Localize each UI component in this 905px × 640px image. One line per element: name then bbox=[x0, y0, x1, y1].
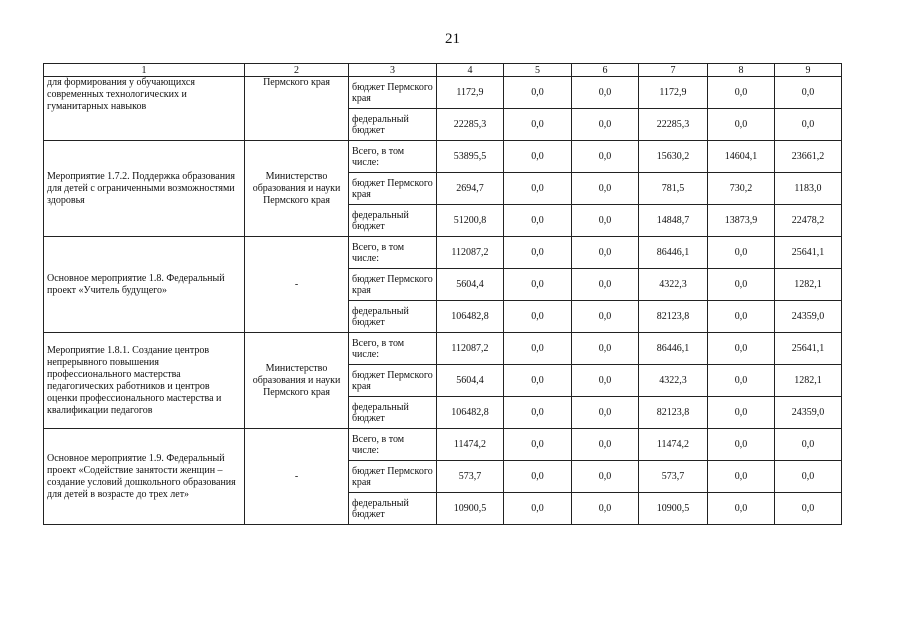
amount-cell: 15630,2 bbox=[639, 141, 708, 173]
amount-cell: 730,2 bbox=[708, 173, 775, 205]
amount-cell: 22285,3 bbox=[639, 109, 708, 141]
amount-cell: 2694,7 bbox=[437, 173, 504, 205]
amount-cell: 0,0 bbox=[504, 429, 572, 461]
amount-cell: 5604,4 bbox=[437, 365, 504, 397]
amount-cell: 573,7 bbox=[639, 461, 708, 493]
amount-cell: 0,0 bbox=[504, 365, 572, 397]
executor: - bbox=[245, 429, 349, 525]
amount-cell: 53895,5 bbox=[437, 141, 504, 173]
amount-cell: 4322,3 bbox=[639, 365, 708, 397]
funding-source: Всего, в том числе: bbox=[349, 237, 437, 269]
amount-cell: 0,0 bbox=[504, 205, 572, 237]
column-number: 5 bbox=[504, 64, 572, 77]
amount-cell: 14848,7 bbox=[639, 205, 708, 237]
amount-cell: 0,0 bbox=[708, 301, 775, 333]
column-number: 6 bbox=[572, 64, 639, 77]
amount-cell: 0,0 bbox=[572, 237, 639, 269]
funding-source: бюджет Пермского края bbox=[349, 365, 437, 397]
amount-cell: 0,0 bbox=[708, 109, 775, 141]
amount-cell: 1183,0 bbox=[775, 173, 842, 205]
amount-cell: 0,0 bbox=[504, 269, 572, 301]
amount-cell: 0,0 bbox=[708, 461, 775, 493]
amount-cell: 23661,2 bbox=[775, 141, 842, 173]
column-number: 8 bbox=[708, 64, 775, 77]
amount-cell: 112087,2 bbox=[437, 237, 504, 269]
amount-cell: 0,0 bbox=[504, 461, 572, 493]
executor: Пермского края bbox=[245, 77, 349, 141]
table-row bbox=[44, 237, 842, 269]
funding-source: бюджет Пермского края bbox=[349, 173, 437, 205]
amount-cell: 13873,9 bbox=[708, 205, 775, 237]
column-number: 3 bbox=[349, 64, 437, 77]
amount-cell: 5604,4 bbox=[437, 269, 504, 301]
column-number: 1 bbox=[44, 64, 245, 77]
amount-cell: 0,0 bbox=[775, 461, 842, 493]
amount-cell: 86446,1 bbox=[639, 333, 708, 365]
amount-cell: 0,0 bbox=[504, 77, 572, 109]
funding-source: федеральный бюджет bbox=[349, 301, 437, 333]
amount-cell: 1172,9 bbox=[639, 77, 708, 109]
amount-cell: 0,0 bbox=[572, 205, 639, 237]
amount-cell: 0,0 bbox=[775, 77, 842, 109]
amount-cell: 0,0 bbox=[504, 141, 572, 173]
funding-source: Всего, в том числе: bbox=[349, 429, 437, 461]
amount-cell: 0,0 bbox=[504, 333, 572, 365]
funding-source: федеральный бюджет bbox=[349, 109, 437, 141]
amount-cell: 0,0 bbox=[504, 493, 572, 525]
activity-name: Мероприятие 1.7.2. Поддержка образования для детей с ограниченными возможностями здоровья bbox=[44, 141, 245, 237]
amount-cell: 25641,1 bbox=[775, 333, 842, 365]
amount-cell: 0,0 bbox=[572, 333, 639, 365]
amount-cell: 0,0 bbox=[572, 77, 639, 109]
activity-name: для формирования у обучающихся современных технологических и гуманитарных навыков bbox=[44, 77, 245, 141]
amount-cell: 0,0 bbox=[572, 493, 639, 525]
amount-cell: 11474,2 bbox=[437, 429, 504, 461]
funding-source: федеральный бюджет bbox=[349, 493, 437, 525]
amount-cell: 25641,1 bbox=[775, 237, 842, 269]
column-number: 4 bbox=[437, 64, 504, 77]
amount-cell: 22285,3 bbox=[437, 109, 504, 141]
amount-cell: 0,0 bbox=[504, 301, 572, 333]
amount-cell: 112087,2 bbox=[437, 333, 504, 365]
amount-cell: 0,0 bbox=[708, 333, 775, 365]
amount-cell: 82123,8 bbox=[639, 397, 708, 429]
amount-cell: 573,7 bbox=[437, 461, 504, 493]
page-number: 21 bbox=[445, 31, 460, 47]
amount-cell: 22478,2 bbox=[775, 205, 842, 237]
amount-cell: 82123,8 bbox=[639, 301, 708, 333]
table-row bbox=[44, 429, 842, 461]
table-row bbox=[44, 141, 842, 173]
amount-cell: 0,0 bbox=[572, 429, 639, 461]
amount-cell: 0,0 bbox=[775, 109, 842, 141]
amount-cell: 0,0 bbox=[572, 461, 639, 493]
amount-cell: 106482,8 bbox=[437, 301, 504, 333]
amount-cell: 1172,9 bbox=[437, 77, 504, 109]
amount-cell: 0,0 bbox=[708, 269, 775, 301]
funding-source: Всего, в том числе: bbox=[349, 141, 437, 173]
funding-source: Всего, в том числе: bbox=[349, 333, 437, 365]
amount-cell: 0,0 bbox=[504, 173, 572, 205]
activity-name: Мероприятие 1.8.1. Создание центров непрерывного повышения профессионального мастерства педагогических работников и центров оценки профессионального мастерства и квалификации педагогов bbox=[44, 333, 245, 429]
amount-cell: 0,0 bbox=[708, 397, 775, 429]
funding-source: бюджет Пермского края bbox=[349, 77, 437, 109]
funding-source: федеральный бюджет bbox=[349, 397, 437, 429]
activity-name: Основное мероприятие 1.8. Федеральный проект «Учитель будущего» bbox=[44, 237, 245, 333]
amount-cell: 0,0 bbox=[572, 141, 639, 173]
amount-cell: 0,0 bbox=[504, 109, 572, 141]
funding-source: федеральный бюджет bbox=[349, 205, 437, 237]
amount-cell: 11474,2 bbox=[639, 429, 708, 461]
amount-cell: 0,0 bbox=[708, 493, 775, 525]
amount-cell: 0,0 bbox=[504, 397, 572, 429]
amount-cell: 1282,1 bbox=[775, 365, 842, 397]
executor: Министерство образования и науки Пермского края bbox=[245, 141, 349, 237]
amount-cell: 24359,0 bbox=[775, 397, 842, 429]
budget-table bbox=[43, 63, 842, 525]
amount-cell: 0,0 bbox=[572, 301, 639, 333]
amount-cell: 0,0 bbox=[708, 77, 775, 109]
amount-cell: 24359,0 bbox=[775, 301, 842, 333]
executor: Министерство образования и науки Пермского края bbox=[245, 333, 349, 429]
amount-cell: 0,0 bbox=[572, 397, 639, 429]
amount-cell: 86446,1 bbox=[639, 237, 708, 269]
amount-cell: 781,5 bbox=[639, 173, 708, 205]
table-row bbox=[44, 77, 842, 109]
activity-name: Основное мероприятие 1.9. Федеральный проект «Содействие занятости женщин – создание условий дошкольного образования для детей в возрасте до трех лет» bbox=[44, 429, 245, 525]
amount-cell: 10900,5 bbox=[437, 493, 504, 525]
amount-cell: 0,0 bbox=[572, 365, 639, 397]
column-number: 2 bbox=[245, 64, 349, 77]
amount-cell: 0,0 bbox=[504, 237, 572, 269]
amount-cell: 0,0 bbox=[708, 429, 775, 461]
amount-cell: 0,0 bbox=[708, 237, 775, 269]
amount-cell: 0,0 bbox=[572, 269, 639, 301]
amount-cell: 0,0 bbox=[572, 173, 639, 205]
amount-cell: 10900,5 bbox=[639, 493, 708, 525]
amount-cell: 0,0 bbox=[775, 429, 842, 461]
amount-cell: 0,0 bbox=[708, 365, 775, 397]
column-number: 7 bbox=[639, 64, 708, 77]
funding-source: бюджет Пермского края bbox=[349, 269, 437, 301]
column-number: 9 bbox=[775, 64, 842, 77]
amount-cell: 0,0 bbox=[572, 109, 639, 141]
executor: - bbox=[245, 237, 349, 333]
amount-cell: 4322,3 bbox=[639, 269, 708, 301]
amount-cell: 0,0 bbox=[775, 493, 842, 525]
funding-source: бюджет Пермского края bbox=[349, 461, 437, 493]
amount-cell: 51200,8 bbox=[437, 205, 504, 237]
column-number-row bbox=[44, 64, 842, 77]
amount-cell: 106482,8 bbox=[437, 397, 504, 429]
amount-cell: 14604,1 bbox=[708, 141, 775, 173]
table-row bbox=[44, 333, 842, 365]
amount-cell: 1282,1 bbox=[775, 269, 842, 301]
